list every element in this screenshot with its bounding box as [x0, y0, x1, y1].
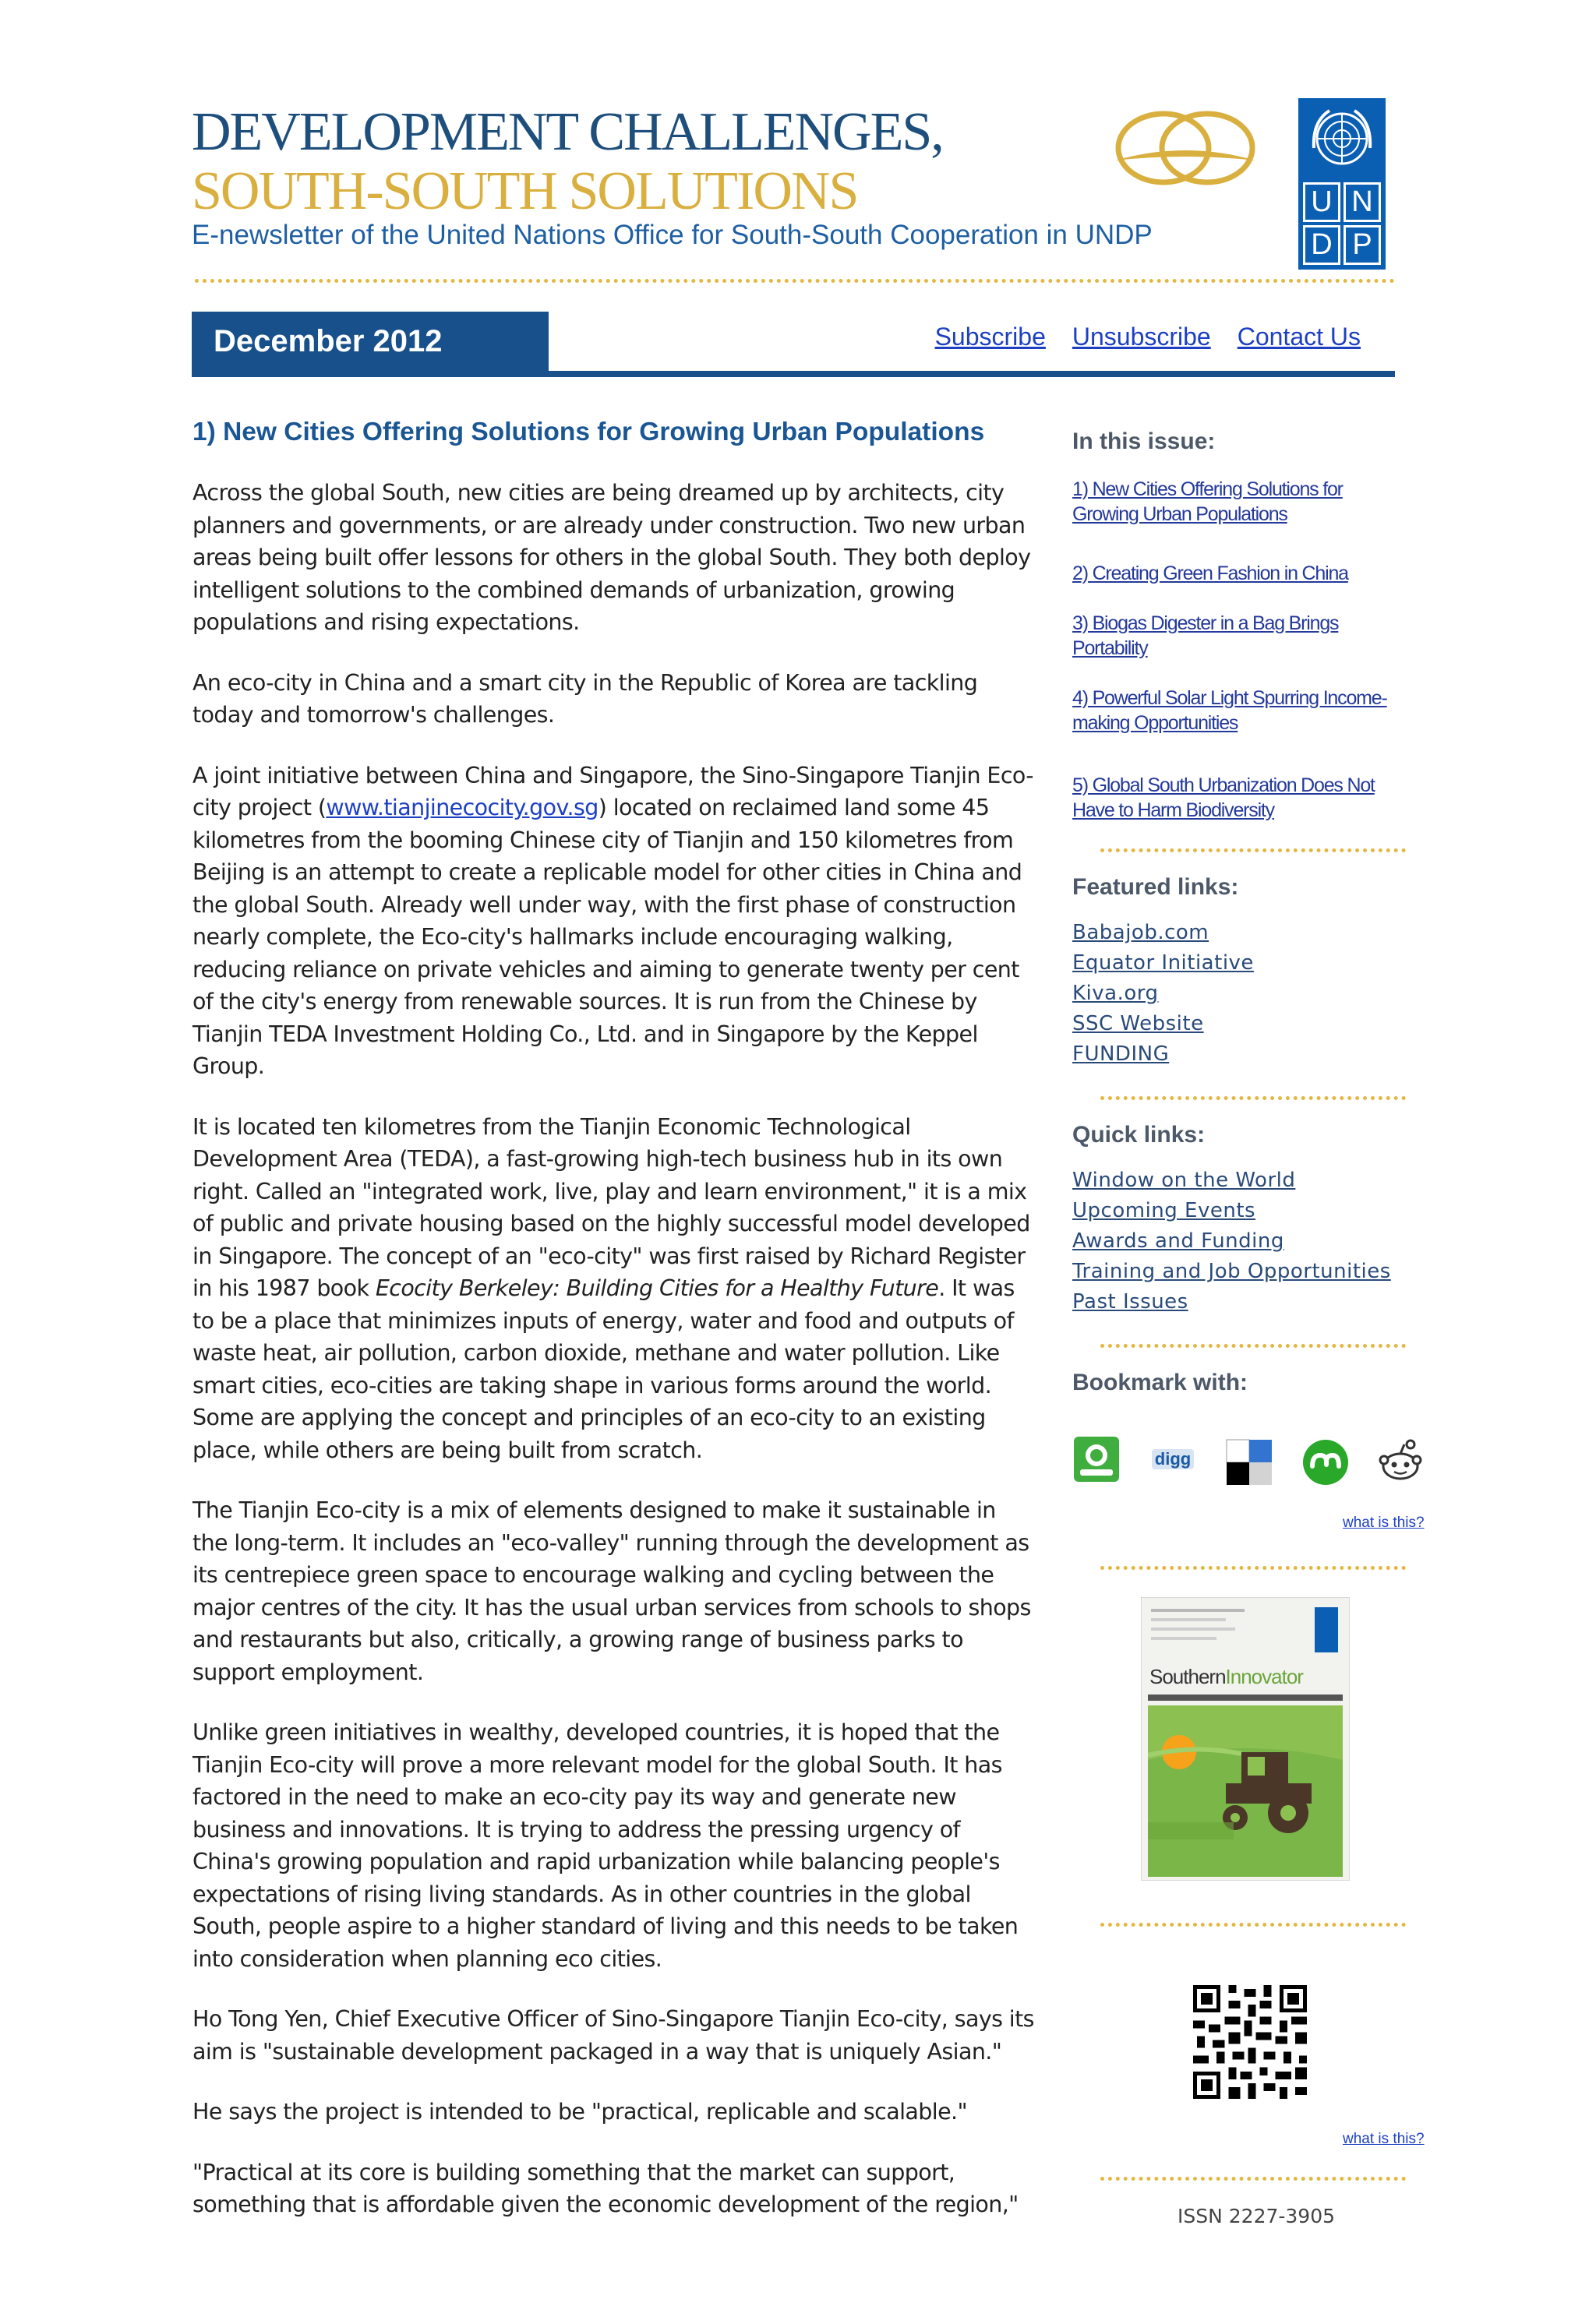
cover-title-innovator: Innovator: [1225, 1665, 1303, 1688]
cover-band: [1148, 1695, 1343, 1701]
past-issues-link[interactable]: Past Issues: [1072, 1290, 1188, 1314]
article-paragraph: Unlike green initiatives in wealthy, developed countries, it is hoped that the Tianjin Eco-city will prove a more relevant model for the global South. It has factored in the need to make an eco-city pay its way and generate new business and innovations. It is trying to address the pressing urgency of China's growing population and rapid urbanization while balancing people's expectations of rising living standards. As in other countries in the global South, people aspire to a higher standard of living and this needs to be taken into consideration when planning eco cities.: [192, 1719, 1019, 1972]
paragraph-text: It is located ten kilometres from the Tianjin Economic Technological Development Area (TEDA), a fast-growing high-tech business hub in its own right. Called an "integrated work, live, play and learn environment," it is a mix of public and private housing based on the highly successful model developed in Singapore. The concept of an "eco-city" was first raised by Richard Register in his 1987 book: [192, 1113, 1030, 1301]
sidebar-divider: [1100, 2177, 1406, 2181]
undp-letter-d: D: [1303, 225, 1340, 265]
delicious-icon[interactable]: [1225, 1438, 1273, 1486]
featured-links-heading: Featured links:: [1072, 874, 1239, 900]
sidebar-divider: [1100, 1566, 1406, 1570]
article-paragraph: [192, 1111, 1034, 1467]
article-paragraph: Across the global South, new cities are being dreamed up by architects, city planners and governments, or are already under construction. Two new urban areas being built offer lessons for others in the global South. They both deploy intelligent solutions to the combined demands of urbanization, growing populations and rising expectations.: [192, 480, 1031, 635]
article-paragraph: He says the project is intended to be "practical, replicable and scalable.": [192, 2099, 967, 2125]
awards-and-funding-link[interactable]: Awards and Funding: [1072, 1229, 1284, 1253]
digg-label: digg: [1154, 1449, 1192, 1469]
undp-logo: [1298, 98, 1386, 270]
issue-link-3-cont[interactable]: Portability: [1072, 637, 1148, 659]
main-article: [192, 414, 1034, 2249]
tianjin-ecocity-link[interactable]: www.tianjinecocity.gov.sg: [326, 795, 598, 820]
masthead-divider: [195, 279, 1395, 283]
cover-title-southern: Southern: [1149, 1665, 1226, 1688]
cover-contents-lines: [1151, 1609, 1245, 1656]
south-south-rings-logo: [1107, 109, 1263, 203]
issue-link-1[interactable]: 1) New Cities Offering Solutions for: [1072, 478, 1343, 500]
issue-date: December 2012: [192, 312, 549, 371]
issue-links: [1072, 477, 1439, 823]
undp-letter-u: U: [1303, 182, 1340, 222]
bookmark-heading: Bookmark with:: [1072, 1370, 1248, 1395]
sidebar-divider: [1100, 848, 1406, 852]
myspace-icon[interactable]: [1072, 1435, 1121, 1483]
issn-number: ISSN 2227-3905: [1178, 2205, 1336, 2227]
sidebar-divider: [1100, 1923, 1406, 1927]
issue-link-5[interactable]: 5) Global South Urbanization Does Not: [1072, 774, 1375, 796]
kiva-link[interactable]: Kiva.org: [1072, 982, 1159, 1005]
header-links: [935, 323, 1361, 351]
bookmark-what-is-this-link[interactable]: what is this?: [1343, 1515, 1425, 1531]
book-title: Ecocity Berkeley: Building Cities for a Healthy Future: [375, 1275, 939, 1301]
un-emblem-icon: [1298, 98, 1386, 179]
article-paragraph: [192, 760, 1034, 1083]
qr-what-is-this-link[interactable]: what is this?: [1343, 2131, 1425, 2147]
title-line-2: SOUTH-SOUTH SOLUTIONS: [192, 161, 858, 221]
paragraph-text: . It was to be a place that minimizes inputs of energy, water and food and outputs of waste heat, air pollution, carbon dioxide, methane and water pollution. Like smart cities, eco-cities are taking shape in various forms around the world. Some are applying the concept and principles of an eco-city to an existing place, while others are being built from scratch.: [192, 1275, 1015, 1463]
article-paragraph: An eco-city in China and a smart city in the Republic of Korea are tackling today and tomorrow's challenges.: [192, 669, 978, 728]
issue-bar-rule: [192, 371, 1395, 377]
subscribe-link[interactable]: Subscribe: [934, 323, 1046, 351]
digg-icon[interactable]: [1149, 1435, 1197, 1483]
cover-title: [1149, 1665, 1303, 1689]
article-paragraph: Ho Tong Yen, Chief Executive Officer of Sino-Singapore Tianjin Eco-city, says its aim is "sustainable development packaged in a way that is uniquely Asian.": [192, 2006, 1034, 2065]
issue-link-4[interactable]: 4) Powerful Solar Light Spurring Income-: [1072, 687, 1387, 709]
article-paragraph: The Tianjin Eco-city is a mix of elements designed to make it sustainable in the long-term. It includes an "eco-valley" running through the development as its centrepiece green space to encourage walking and cycling between the major centres of the city. It has the usual urban services from schools to shops and restaurants but also, critically, a growing range of business parks to support employment.: [192, 1497, 1031, 1685]
featured-links: [1072, 918, 1254, 1070]
qr-code[interactable]: [1193, 1985, 1307, 2099]
upcoming-events-link[interactable]: Upcoming Events: [1072, 1199, 1256, 1222]
sidebar-divider: [1100, 1096, 1406, 1100]
masthead: [192, 93, 1400, 288]
paragraph-text: ) located on reclaimed land some 45 kilometres from the booming Chinese city of Tianjin and 150 kilometres from Beijing is an attempt to create a replicable model for other cities in China and the global South. Already well under way, with the first phase of construction nearly complete, the Eco-city's hallmarks include encouraging walking, reducing reliance on private vehicles and aiming to generate twenty per cent of the city's energy from renewable sources. It is run from the Chinese by Tianjin TEDA Investment Holding Co., Ltd. and in Singapore by the Keppel Group.: [192, 795, 1022, 1079]
article-paragraph: "Practical at its core is building something that the market can support, something that is affordable given the economic development of the region,": [192, 2159, 1019, 2217]
contact-us-link[interactable]: Contact Us: [1237, 323, 1361, 351]
quick-links: [1072, 1166, 1391, 1317]
sidebar-divider: [1100, 1344, 1406, 1348]
in-this-issue-heading: In this issue:: [1072, 428, 1216, 454]
equator-initiative-link[interactable]: Equator Initiative: [1072, 951, 1254, 975]
unsubscribe-link[interactable]: Unsubscribe: [1072, 323, 1211, 351]
issue-link-5-cont[interactable]: Have to Harm Biodiversity: [1072, 799, 1274, 821]
southern-innovator-cover[interactable]: [1141, 1597, 1350, 1881]
paragraph-text: A joint initiative between China and Singapore, the Sino-Singapore Tianjin Eco-city project (: [192, 762, 1033, 820]
ssc-website-link[interactable]: SSC Website: [1072, 1012, 1204, 1035]
undp-letter-p: P: [1344, 225, 1381, 265]
issue-link-4-cont[interactable]: making Opportunities: [1072, 712, 1238, 734]
reddit-icon[interactable]: [1376, 1437, 1425, 1485]
undp-letter-n: N: [1344, 182, 1381, 222]
window-on-the-world-link[interactable]: Window on the World: [1072, 1169, 1296, 1192]
funding-link[interactable]: FUNDING: [1072, 1042, 1170, 1066]
issue-link-3[interactable]: 3) Biogas Digester in a Bag Brings: [1072, 612, 1339, 634]
article-heading: 1) New Cities Offering Solutions for Growing Urban Populations: [192, 418, 985, 446]
cover-tractor-illustration: [1148, 1705, 1343, 1877]
issue-link-2[interactable]: 2) Creating Green Fashion in China: [1072, 562, 1348, 584]
cover-undp-logo: [1315, 1607, 1338, 1652]
newsletter-subtitle: E-newsletter of the United Nations Office for South-South Cooperation in UNDP: [192, 220, 1153, 250]
stumbleupon-icon[interactable]: [1301, 1438, 1350, 1486]
babajob-link[interactable]: Babajob.com: [1072, 921, 1209, 944]
issue-bar: [192, 312, 1395, 377]
training-jobs-link[interactable]: Training and Job Opportunities: [1072, 1260, 1391, 1283]
issue-link-1-cont[interactable]: Growing Urban Populations: [1072, 503, 1287, 525]
quick-links-heading: Quick links:: [1072, 1122, 1206, 1148]
title-line-1: DEVELOPMENT CHALLENGES,: [192, 102, 943, 162]
